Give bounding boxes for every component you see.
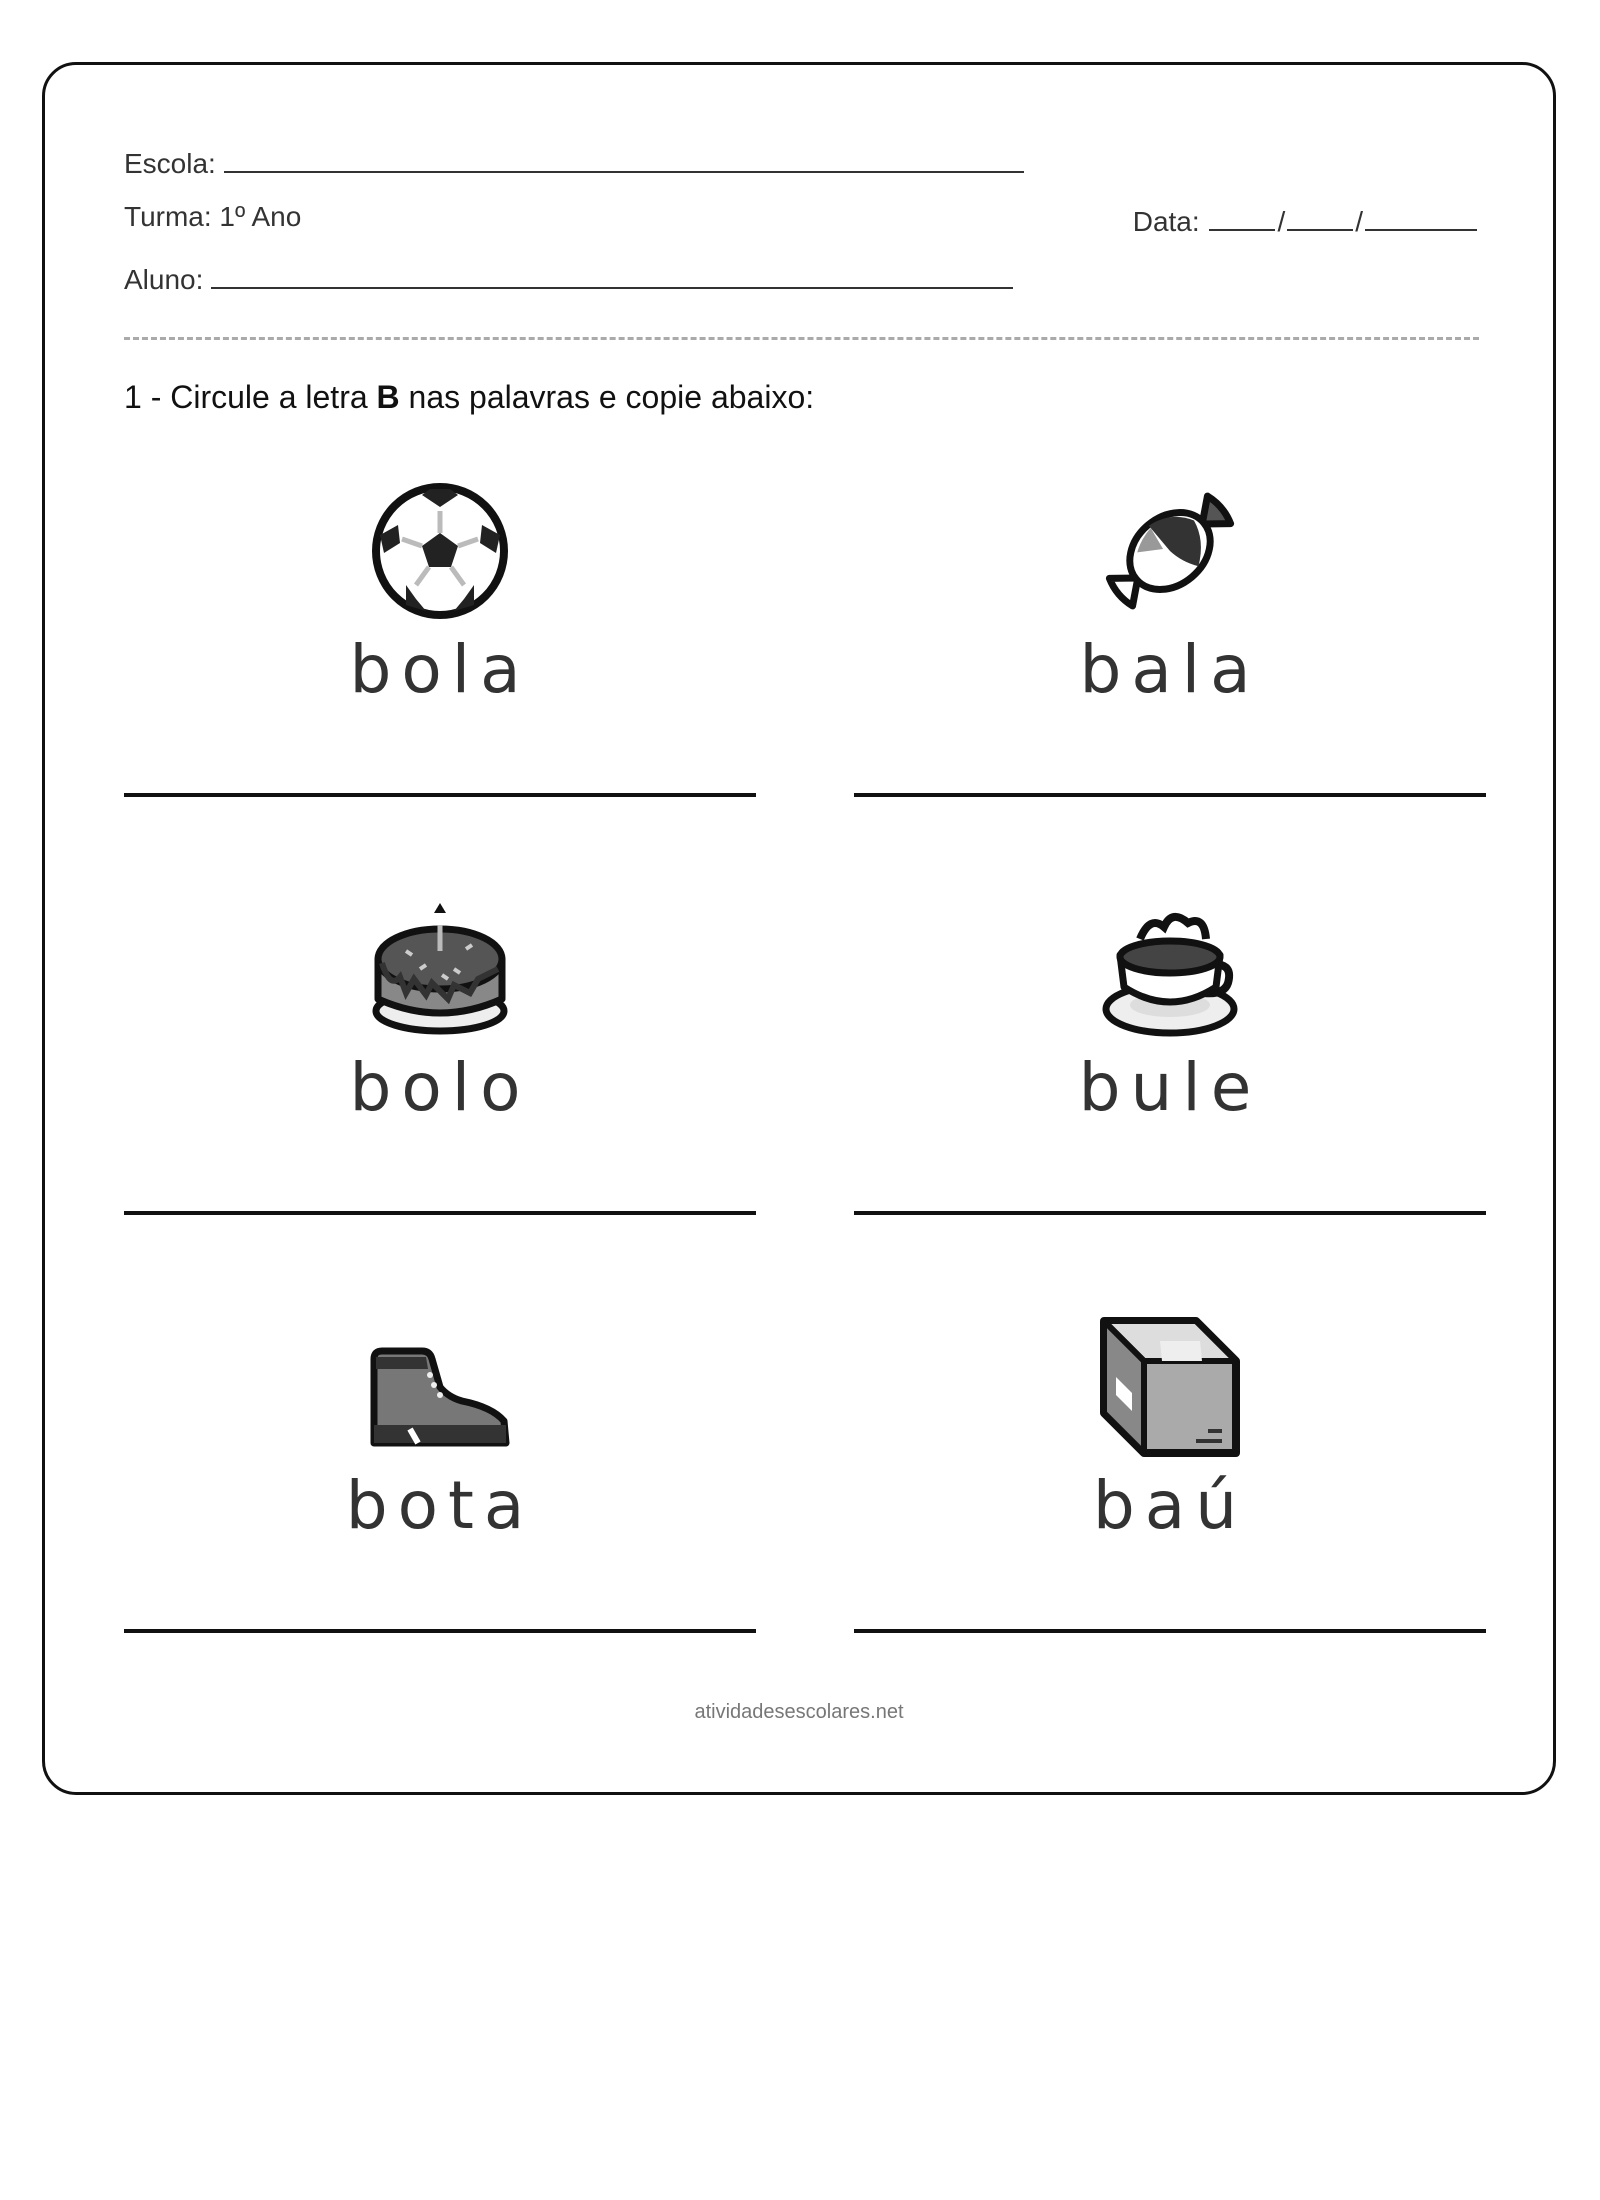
word-label: baú <box>1092 1467 1248 1544</box>
escola-blank-line[interactable] <box>224 143 1024 173</box>
boot-icon <box>370 1317 510 1457</box>
footer-website: atividadesescolares.net <box>694 1701 904 1723</box>
instruction-text <box>124 379 814 416</box>
data-separator: / <box>1277 206 1286 237</box>
escola-field <box>124 143 1024 180</box>
data-field <box>1133 201 1479 238</box>
data-day-blank[interactable] <box>1209 201 1275 231</box>
hot-beverage-icon <box>1100 899 1240 1039</box>
data-label: Data: <box>1132 206 1200 237</box>
data-month-blank[interactable] <box>1287 201 1353 231</box>
word-label: bule <box>1078 1049 1262 1126</box>
data-year-blank[interactable] <box>1365 201 1477 231</box>
candy-icon <box>1100 481 1240 621</box>
word-item <box>124 481 756 901</box>
copy-line[interactable] <box>124 1211 756 1215</box>
word-label: bota <box>345 1467 535 1544</box>
copy-line[interactable] <box>854 1211 1486 1215</box>
aluno-label: Aluno: <box>124 264 204 295</box>
word-item <box>854 1317 1486 1737</box>
word-item <box>854 899 1486 1319</box>
soccer-ball-icon <box>370 481 510 621</box>
copy-line[interactable] <box>854 793 1486 797</box>
escola-label: Escola: <box>124 148 216 179</box>
word-label: bola <box>349 631 531 708</box>
word-label: bala <box>1079 631 1261 708</box>
copy-line[interactable] <box>124 793 756 797</box>
copy-line[interactable] <box>124 1629 756 1633</box>
box-icon <box>1100 1317 1240 1457</box>
aluno-field <box>124 259 1013 296</box>
dashed-divider <box>124 337 1479 340</box>
worksheet-card <box>42 62 1556 1795</box>
copy-line[interactable] <box>854 1629 1486 1633</box>
data-separator: / <box>1355 206 1363 237</box>
word-label: bolo <box>349 1049 531 1126</box>
turma-text: Turma: 1º Ano <box>124 201 302 232</box>
aluno-blank-line[interactable] <box>211 259 1013 289</box>
word-item <box>124 1317 756 1737</box>
instruction-suffix: nas palavras e copie abaixo: <box>399 379 815 415</box>
word-item <box>854 481 1486 901</box>
word-item <box>124 899 756 1319</box>
cake-icon <box>370 899 510 1039</box>
instruction-letter: B <box>376 379 400 415</box>
instruction-prefix: 1 - Circule a letra <box>124 379 377 415</box>
